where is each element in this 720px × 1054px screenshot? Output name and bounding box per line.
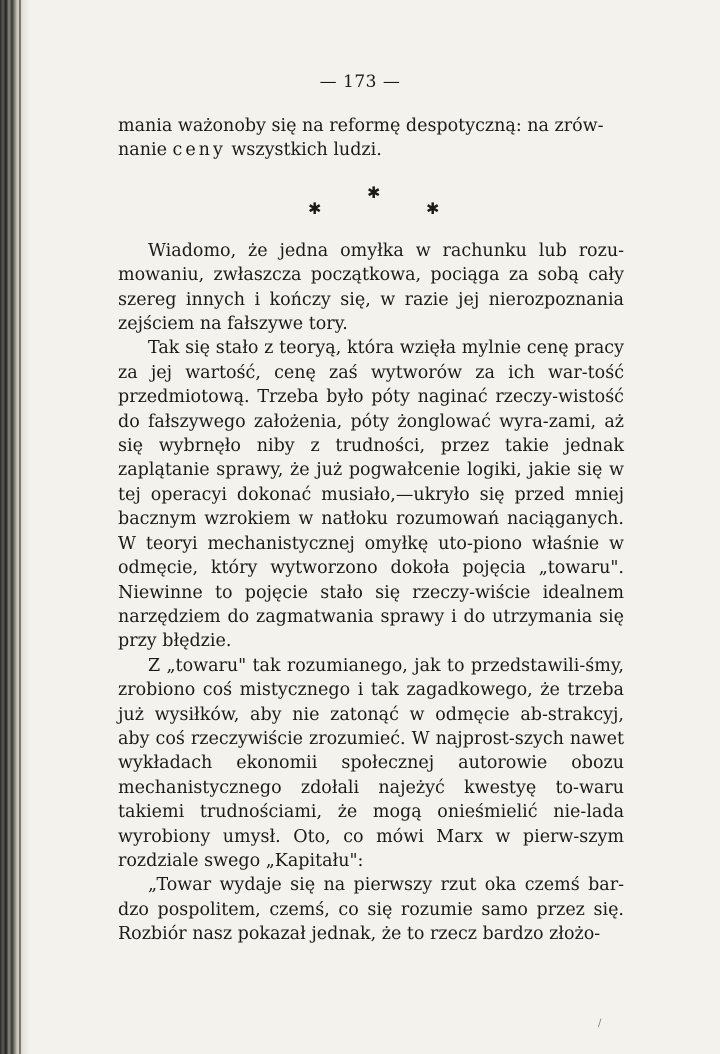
paragraph-4: „Towar wydaje się na pierwszy rzut oka czemś bar-dzo pospolitem, czemś, co się rozumie samo przez się. Rozbiór nasz pokazał jednak, że to rzecz bardzo złożo- (118, 875, 624, 945)
continuation-tail: wszystkich ludzi. (231, 140, 382, 161)
paragraph-1: Wiadomo, że jedna omyłka w rachunku lub rozu-mowaniu, zwłaszcza początkowa, pociąga za sobą cały szereg innych i kończy się, w razie jej nierozpoznania zejściem na fałszywe tory. (118, 240, 624, 335)
spaced-word: ceny (172, 140, 226, 161)
stray-mark: / (598, 1018, 602, 1029)
paragraph-continuation (118, 114, 624, 163)
page-text (118, 114, 624, 947)
asterisk-left: ✱ (308, 198, 322, 218)
paragraph-3: Z „towaru" tak rozumianego, jak to przedstawili-śmy, zrobiono coś mistycznego i tak zagadkowego, że trzeba już wysiłków, aby nie zatonąć w odmęcie ab-strakcyj, aby coś rzeczywiście zrozumieć. W najprost-szych nawet wykładach ekonomii społecznej autorowie obozu mechanistycznego zdołali najeżyć kwestyę to-waru takiemi trudnościami, że mogą onieśmielić nie-lada wyrobiony umysł. Oto, co mówi Marx w pierw-szym rozdziale swego „Kapitału": (118, 655, 624, 871)
binding-edge-line (19, 0, 21, 1054)
page-number: — 173 — (319, 72, 401, 92)
asterisk-right: ✱ (426, 198, 440, 218)
paragraph-2: Tak się stało z teoryą, która wzięła mylnie cenę pracy za jej wartość, cenę zaś wytworów za ich war-tość przedmiotową. Trzeba było póty naginać rzeczy-wistość do fałszywego założenia, póty żonglować wyra-zami, aż się wybrnęło niby z trudności, przez takie jednak zaplątanie sprawy, że już pogwałcenie logiki, jakie się w tej operacyi dokonać musiało,—ukryło się przed mniej bacznym wzrokiem w natłoku rozumowań naciąganych. W teoryi mechanistycznej omyłkę uto-piono właśnie w odmęcie, który wytworzono dokoła pojęcia „towaru". Niewinne to pojęcie stało się rzeczy-wiście idealnem narzędziem do zagmatwania sprawy i do utrzymania się przy błędzie. (118, 338, 624, 652)
asterisk-top: ✱ (367, 182, 381, 202)
continuation-line-2: nanie (118, 140, 167, 161)
continuation-line-1: mania ważonoby się na reformę despotyczną: na zrów- (118, 116, 604, 136)
book-spine-shadow (0, 0, 30, 1054)
section-separator (118, 163, 624, 239)
